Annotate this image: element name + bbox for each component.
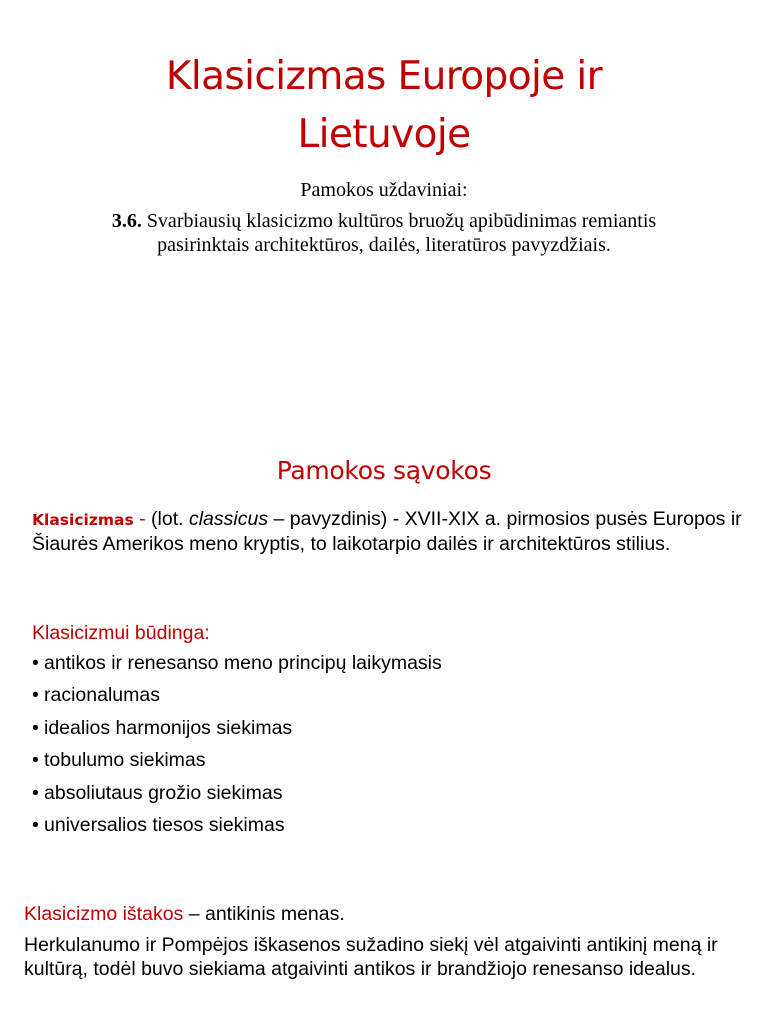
feature-text: absoliutaus grožio siekimas	[44, 781, 283, 804]
definition-rest: – pavyzdinis) - XVII-XIX a. pirmosios pusės Europos ir Šiaurės Amerikos meno kryptis, to laikotarpio dailės ir architektūros stilius.	[32, 508, 742, 555]
origins-term: Klasicizmo ištakos	[24, 903, 184, 925]
page-title	[0, 48, 768, 164]
list-item	[32, 747, 442, 779]
title-line-1: Klasicizmas Europoje ir	[165, 54, 603, 99]
feature-text: racionalumas	[44, 684, 160, 707]
task-text: Svarbiausių klasicizmo kultūros bruožų apibūdinimas remiantis pasirinktais architektūros, dailės, literatūros pavyzdžiais.	[146, 210, 657, 256]
list-item	[32, 682, 442, 714]
origins-paragraph: Herkulanumo ir Pompėjos iškasenos sužadino siekį vėl atgaivinti antikinį meną ir kultūrą, todėl buvo siekiama atgaivinti antikos ir brandžiojo renesanso idealus.	[24, 934, 718, 980]
classicism-definition	[32, 507, 752, 556]
bullet-icon: •	[32, 781, 39, 804]
feature-text: idealios harmonijos siekimas	[44, 716, 293, 739]
feature-text: tobulumo siekimas	[44, 749, 206, 772]
list-item	[32, 715, 442, 747]
definition-latin-word: classicus	[188, 508, 269, 530]
features-heading: Klasicizmui būdinga:	[32, 622, 210, 644]
bullet-icon: •	[32, 813, 39, 836]
list-item	[32, 812, 442, 844]
bullet-icon: •	[32, 716, 39, 739]
title-line-2: Lietuvoje	[297, 112, 471, 157]
bullet-icon: •	[32, 749, 39, 772]
origins-heading	[24, 901, 345, 927]
feature-text: antikos ir renesanso meno principų laikymasis	[44, 652, 442, 674]
features-list	[32, 650, 442, 844]
feature-text: universalios tiesos siekimas	[44, 813, 285, 836]
task-number: 3.6.	[111, 210, 142, 232]
origins-rest: – antikinis menas.	[183, 903, 345, 925]
concepts-title: Pamokos sąvokos	[276, 456, 492, 485]
list-item	[32, 650, 442, 682]
lesson-tasks-heading: Pamokos uždaviniai:	[300, 179, 468, 201]
list-item	[32, 780, 442, 812]
definition-term: Klasicizmas	[32, 511, 134, 529]
bullet-icon: •	[32, 652, 39, 674]
definition-separator: -	[133, 508, 152, 530]
lesson-task	[104, 209, 664, 257]
definition-pre: (lot.	[151, 508, 189, 530]
bullet-icon: •	[32, 684, 39, 707]
